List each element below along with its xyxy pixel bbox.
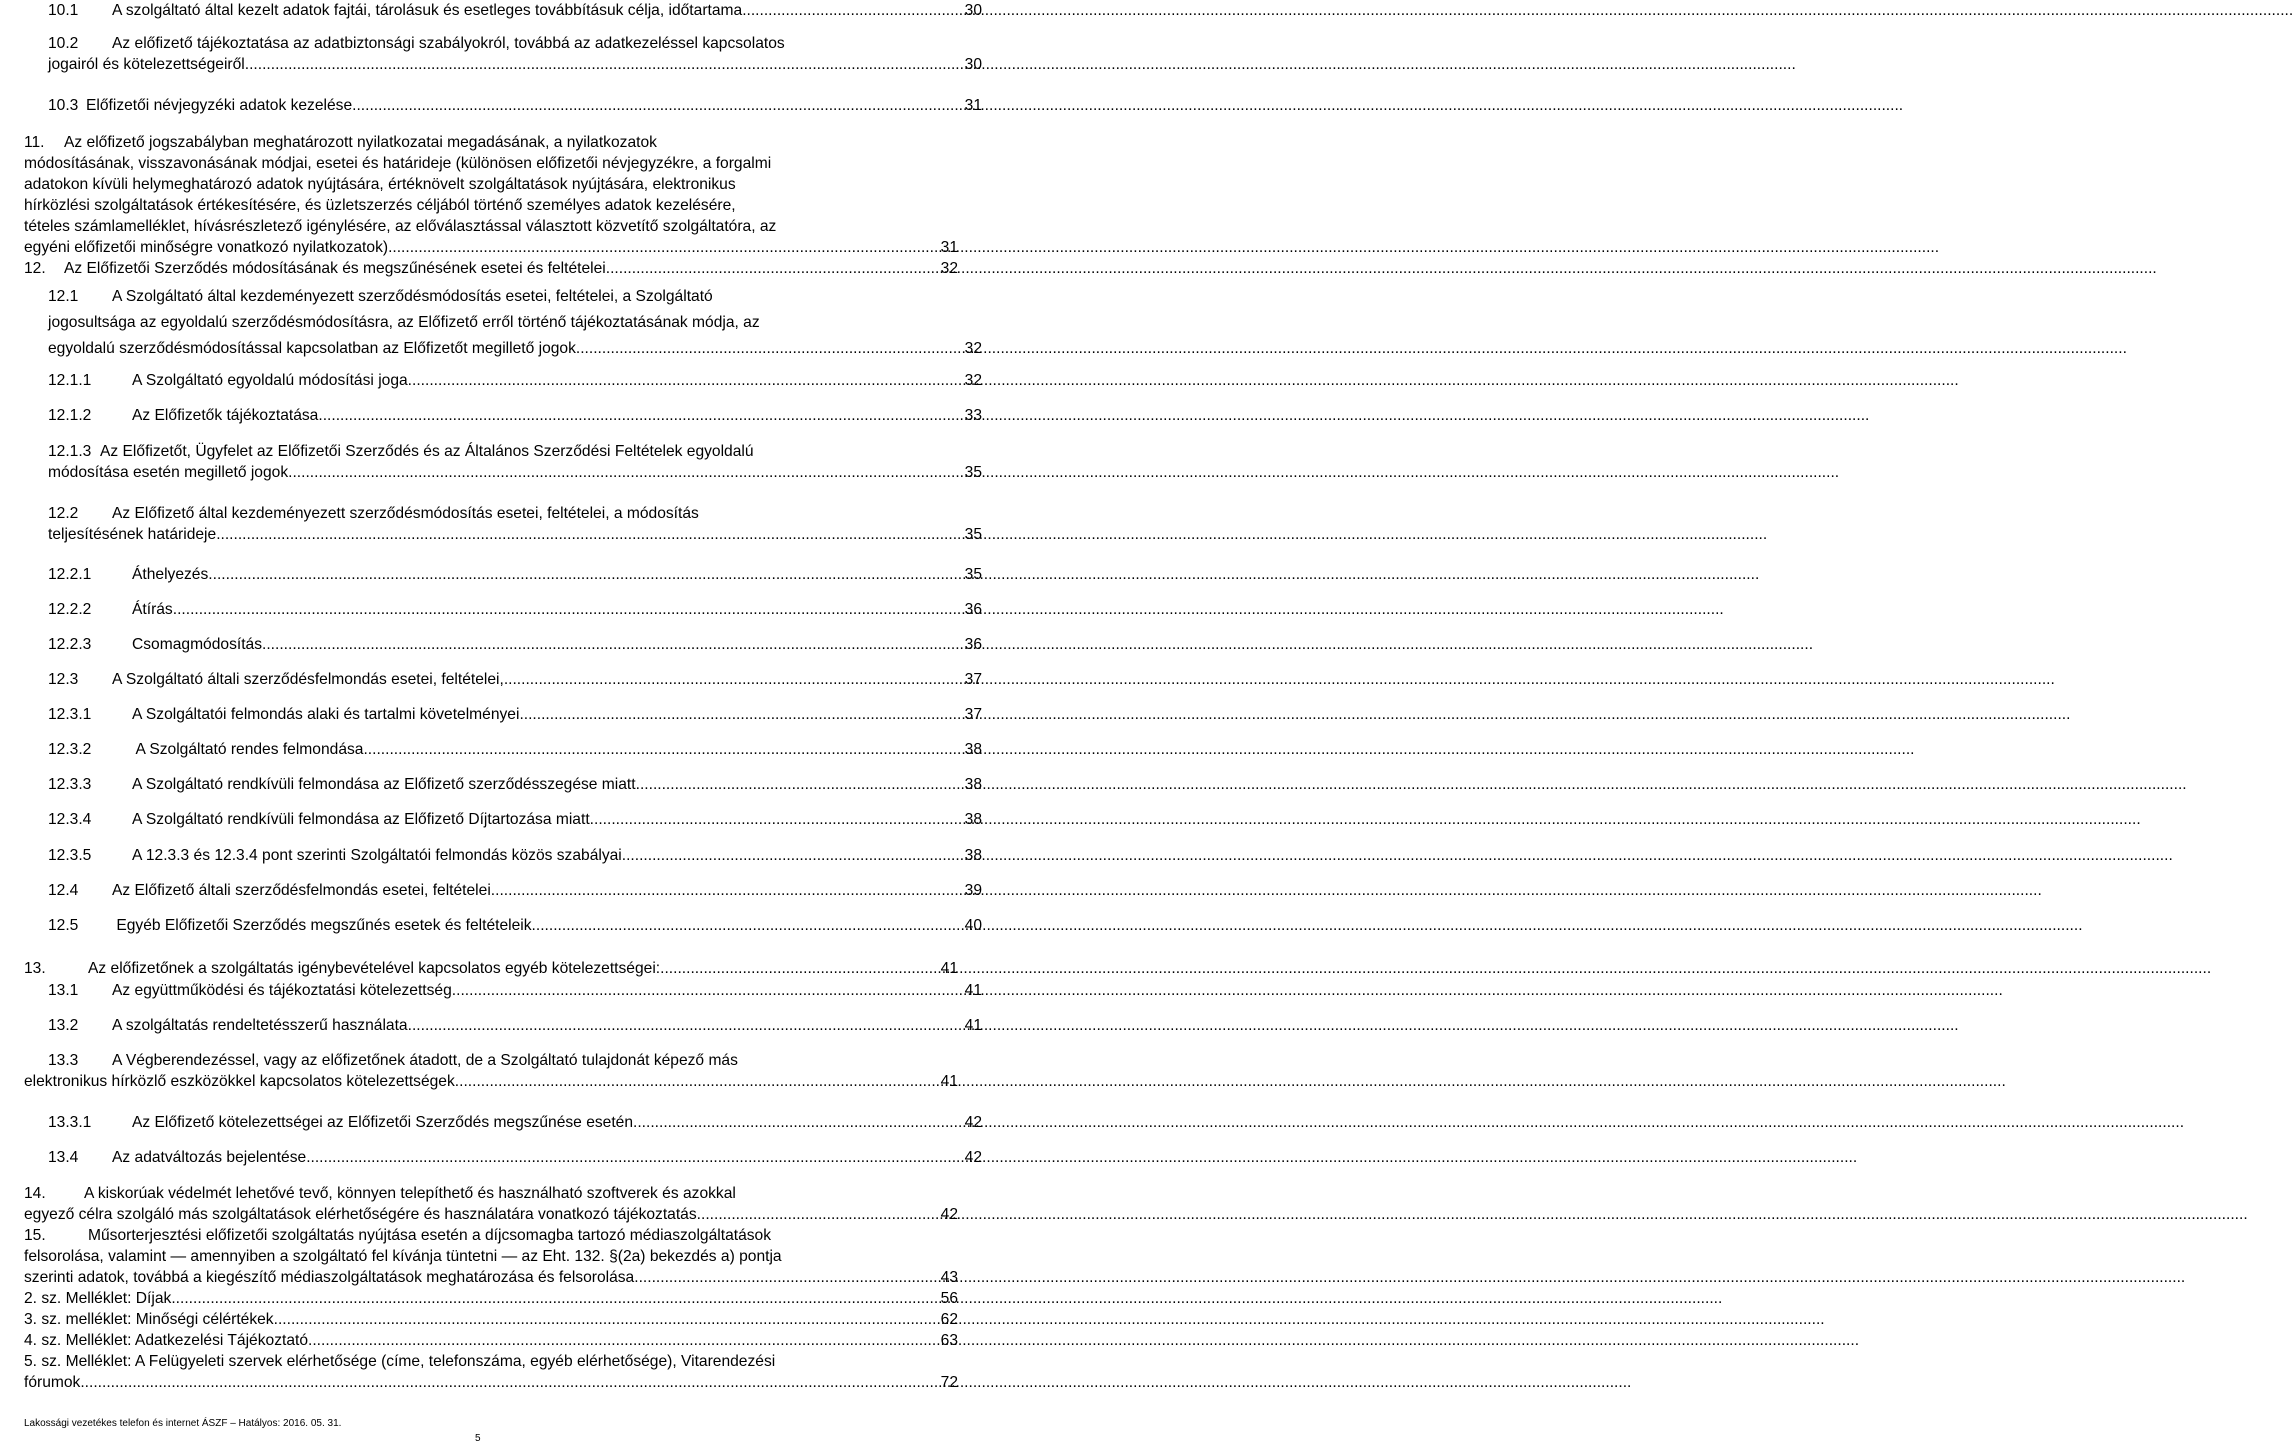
section-title: A Szolgáltató rendes felmondása xyxy=(132,741,364,758)
section-title: Az Előfizetők tájékoztatása xyxy=(132,407,319,424)
section-number: 12.1 xyxy=(48,288,79,305)
page-ref: 30 xyxy=(964,56,982,73)
page-ref: 32 xyxy=(940,260,958,277)
toc-entry-13-1[interactable] xyxy=(24,980,982,1001)
leader-dots xyxy=(388,237,941,258)
section-number: 13. xyxy=(24,960,46,977)
page-ref: 30 xyxy=(964,2,982,19)
toc-entry-10-1[interactable] xyxy=(24,0,982,21)
section-title-line: A kiskorúak védelmét lehetővé tevő, könnyen telepíthető és használható szoftverek és azokkal xyxy=(84,1185,736,1202)
section-number: 15. xyxy=(24,1227,46,1244)
section-title: Csomagmódosítás xyxy=(132,636,263,653)
page-ref: 37 xyxy=(964,671,982,688)
toc-entry-12-2-3[interactable] xyxy=(24,634,982,655)
section-title: Előfizetői névjegyzéki adatok kezelése xyxy=(86,97,353,114)
toc-entry-12-2[interactable] xyxy=(24,503,982,545)
section-number: 12.1.3 xyxy=(48,443,92,460)
page-ref: 38 xyxy=(964,741,982,758)
page-ref: 38 xyxy=(964,811,982,828)
section-title: Az Előfizető általi szerződésfelmondás esetei, feltételei xyxy=(112,882,491,899)
leader-dots xyxy=(274,1309,941,1330)
leader-dots xyxy=(697,1204,941,1225)
section-number: 10.1 xyxy=(48,2,79,19)
leader-dots xyxy=(455,1071,941,1092)
section-title: A 12.3.3 és 12.3.4 pont szerinti Szolgáltatói felmondás közös szabályai xyxy=(132,847,622,864)
section-number: 12. xyxy=(24,260,46,277)
page-ref: 41 xyxy=(940,1073,958,1090)
toc-entry-13-4[interactable] xyxy=(24,1147,982,1168)
section-number: 12.2.3 xyxy=(48,636,92,653)
page-ref: 63 xyxy=(940,1332,958,1349)
page-ref: 43 xyxy=(940,1269,958,1286)
toc-entry-12-3[interactable] xyxy=(24,669,982,690)
section-title: 4. sz. Melléklet: Adatkezelési Tájékoztató xyxy=(24,1332,309,1349)
leader-dots xyxy=(622,845,965,866)
section-title: egyoldalú szerződésmódosítással kapcsolatban az Előfizetőt megillető jogok xyxy=(48,340,576,357)
leader-dots xyxy=(634,1267,940,1288)
leader-dots xyxy=(576,336,965,362)
section-number: 12.3.4 xyxy=(48,811,92,828)
toc-entry-12-3-4[interactable] xyxy=(24,809,982,830)
section-number: 12.3 xyxy=(48,671,79,688)
section-title-line: A Szolgáltató által kezdeményezett szerződésmódosítás esetei, feltételei, a Szolgáltató xyxy=(112,288,713,305)
toc-entry-12-3-3[interactable] xyxy=(24,774,982,795)
section-number: 14. xyxy=(24,1185,46,1202)
leader-dots xyxy=(288,462,965,483)
page-ref: 41 xyxy=(940,960,958,977)
toc-entry-12-1-3[interactable] xyxy=(24,441,982,483)
section-title: módosítása esetén megillető jogok xyxy=(48,464,289,481)
section-title: egyező célra szolgáló más szolgáltatások elérhetőségére és használatára vonatkozó tájékoztatás xyxy=(24,1206,697,1223)
toc-entry-13-3-1[interactable] xyxy=(24,1112,982,1133)
section-title: 2. sz. Melléklet: Díjak xyxy=(24,1290,172,1307)
toc-entry-13-2[interactable] xyxy=(24,1015,982,1036)
page-ref: 62 xyxy=(940,1311,958,1328)
section-number: 13.3 xyxy=(48,1052,79,1069)
section-number: 12.4 xyxy=(48,882,79,899)
section-title: egyéni előfizetői minőségre vonatkozó nyilatkozatok) xyxy=(24,239,389,256)
page-ref: 38 xyxy=(964,847,982,864)
leader-dots xyxy=(504,669,965,690)
page-ref: 72 xyxy=(940,1374,958,1391)
section-title: Az adatváltozás bejelentése xyxy=(112,1149,307,1166)
leader-dots xyxy=(80,1372,940,1393)
section-title: A szolgáltatás rendeltetésszerű használata xyxy=(112,1017,408,1034)
page-ref: 41 xyxy=(964,982,982,999)
leader-dots xyxy=(660,958,941,979)
section-title: Az Előfizető kötelezettségei az Előfizetői Szerződés megszűnése esetén xyxy=(132,1114,634,1131)
section-title: Az Előfizetői Szerződés módosításának és megszűnésének esetei és feltételei xyxy=(64,260,606,277)
toc-entry-12-3-2[interactable] xyxy=(24,739,982,760)
toc-entry-12-2-1[interactable] xyxy=(24,564,982,585)
toc-entry-appendix-5[interactable] xyxy=(24,1351,958,1393)
section-number: 13.4 xyxy=(48,1149,79,1166)
page-ref: 37 xyxy=(964,706,982,723)
section-title-line: adatokon kívüli helymeghatározó adatok nyújtására, értéknövelt szolgáltatások nyújtására, elektronikus xyxy=(24,176,736,193)
section-title-line: hírközlési szolgáltatások értékesítésére, és üzletszerzés céljából történő személyes adatok kezelésére, xyxy=(24,197,736,214)
toc-entry-12[interactable] xyxy=(24,258,958,279)
section-title: Egyéb Előfizetői Szerződés megszűnés esetek és feltételeik xyxy=(112,917,532,934)
toc-entry-13-3[interactable] xyxy=(24,1050,958,1092)
section-number: 13.3.1 xyxy=(48,1114,92,1131)
page-footer: Lakossági vezetékes telefon és internet ÁSZF – Hatályos: 2016. 05. 31. xyxy=(24,1418,342,1429)
leader-dots xyxy=(742,0,964,21)
section-title: Áthelyezés xyxy=(132,566,209,583)
section-title: A Szolgáltató egyoldalú módosítási joga xyxy=(132,372,408,389)
leader-dots xyxy=(216,524,964,545)
section-title-line: módosításának, visszavonásának módjai, esetei és határideje (különösen előfizetői névjegyzékre, a forgalmi xyxy=(24,155,772,172)
section-title-line: Az előfizető tájékoztatása az adatbiztonsági szabályokról, továbbá az adatkezeléssel kapcsolatos xyxy=(112,35,785,52)
leader-dots xyxy=(452,980,965,1001)
section-title-line: 5. sz. Melléklet: A Felügyeleti szervek elérhetősége (címe, telefonszáma, egyéb elérhetősége), Vitarendezési xyxy=(24,1353,776,1370)
leader-dots xyxy=(408,1015,965,1036)
toc-entry-10-3[interactable] xyxy=(24,95,982,116)
section-title-line: Az Előfizetőt, Ügyfelet az Előfizetői Szerződés és az Általános Szerződési Feltételek egyoldalú xyxy=(100,443,754,460)
page-ref: 42 xyxy=(964,1114,982,1131)
toc-entry-appendix-4[interactable] xyxy=(24,1330,958,1351)
section-title: teljesítésének határideje xyxy=(48,526,217,543)
section-number: 13.1 xyxy=(48,982,79,999)
page-ref: 32 xyxy=(964,340,982,357)
leader-dots xyxy=(491,880,965,901)
page-ref: 42 xyxy=(964,1149,982,1166)
section-title: fórumok xyxy=(24,1374,81,1391)
leader-dots xyxy=(308,1330,941,1351)
section-title: Az előfizetőnek a szolgáltatás igénybevételével kapcsolatos egyéb kötelezettségei: xyxy=(88,960,661,977)
leader-dots xyxy=(318,405,964,426)
section-title-line: felsorolása, valamint — amennyiben a szolgáltató fel kívánja tüntetni — az Eht. 132. §(2a) bekezdés a) pontja xyxy=(24,1248,782,1265)
toc-entry-11[interactable] xyxy=(24,132,958,258)
toc-entry-appendix-3[interactable] xyxy=(24,1309,958,1330)
leader-dots xyxy=(519,704,964,725)
page-ref: 41 xyxy=(964,1017,982,1034)
leader-dots xyxy=(363,739,964,760)
page-ref: 32 xyxy=(964,372,982,389)
section-number: 12.1.2 xyxy=(48,407,92,424)
section-number: 12.2.2 xyxy=(48,601,92,618)
section-title: A Szolgáltató rendkívüli felmondása az Előfizető szerződésszegése miatt xyxy=(132,776,636,793)
page-ref: 35 xyxy=(964,566,982,583)
section-title-line: Az Előfizető által kezdeményezett szerződésmódosítás esetei, feltételei, a módosítás xyxy=(112,505,699,522)
section-number: 12.3.2 xyxy=(48,741,92,758)
section-title: A Szolgáltató általi szerződésfelmondás esetei, feltételei, xyxy=(112,671,504,688)
section-number: 12.5 xyxy=(48,917,79,934)
leader-dots xyxy=(408,370,965,391)
page-ref: 56 xyxy=(940,1290,958,1307)
toc-entry-12-5[interactable] xyxy=(24,915,982,936)
leader-dots xyxy=(352,95,965,116)
toc-entry-15[interactable] xyxy=(24,1225,958,1288)
leader-dots xyxy=(636,774,965,795)
leader-dots xyxy=(532,915,965,936)
section-title-line: jogosultsága az egyoldalú szerződésmódosításra, az Előfizető erről történő tájékoztatásának módja, az xyxy=(48,314,760,331)
page-ref: 33 xyxy=(964,407,982,424)
section-number: 12.3.5 xyxy=(48,847,92,864)
page-ref: 35 xyxy=(964,526,982,543)
section-title: 3. sz. melléklet: Minőségi célértékek xyxy=(24,1311,274,1328)
section-title: Átírás xyxy=(132,601,173,618)
section-number: 12.3.1 xyxy=(48,706,92,723)
page-ref: 35 xyxy=(964,464,982,481)
section-title: Az együttműködési és tájékoztatási kötelezettség xyxy=(112,982,452,999)
toc-entry-12-1[interactable] xyxy=(24,284,982,362)
page-ref: 36 xyxy=(964,601,982,618)
toc-entry-appendix-2[interactable] xyxy=(24,1288,958,1309)
section-number: 12.2 xyxy=(48,505,79,522)
section-number: 11. xyxy=(24,134,45,151)
section-number: 10.2 xyxy=(48,35,79,52)
section-title-line: tételes számlamelléklet, hívásrészletező igénylésére, az előválasztással választott közvetítő szolgáltatóra, az xyxy=(24,218,777,235)
toc-entry-10-2[interactable] xyxy=(24,33,982,75)
page-ref: 40 xyxy=(964,917,982,934)
section-number: 13.2 xyxy=(48,1017,79,1034)
section-number: 12.3.3 xyxy=(48,776,92,793)
section-number: 10.3 xyxy=(48,97,79,114)
toc-entry-12-1-1[interactable] xyxy=(24,370,982,391)
toc-entry-12-3-5[interactable] xyxy=(24,845,982,866)
toc-entry-13[interactable] xyxy=(24,958,958,979)
leader-dots xyxy=(171,1288,940,1309)
toc-entry-12-1-2[interactable] xyxy=(24,405,982,426)
leader-dots xyxy=(262,634,965,655)
toc-entry-12-3-1[interactable] xyxy=(24,704,982,725)
page-ref: 39 xyxy=(964,882,982,899)
leader-dots xyxy=(590,809,965,830)
section-title: A Szolgáltatói felmondás alaki és tartalmi követelményei xyxy=(132,706,520,723)
section-title: A szolgáltató által kezelt adatok fajtái, tárolásuk és esetleges továbbításuk célja, időtartama xyxy=(112,2,743,19)
section-title-line: A Végberendezéssel, vagy az előfizetőnek átadott, de a Szolgáltató tulajdonát képező más xyxy=(112,1052,738,1069)
leader-dots xyxy=(245,54,965,75)
page-ref: 31 xyxy=(964,97,982,114)
toc-entry-12-2-2[interactable] xyxy=(24,599,982,620)
page-ref: 38 xyxy=(964,776,982,793)
section-title: elektronikus hírközlő eszközökkel kapcsolatos kötelezettségek xyxy=(24,1073,455,1090)
section-title-line: Az előfizető jogszabályban meghatározott nyilatkozatai megadásának, a nyilatkozatok xyxy=(64,134,657,151)
page-number: 5 xyxy=(475,1433,481,1444)
toc-entry-14[interactable] xyxy=(24,1183,958,1225)
page-ref: 36 xyxy=(964,636,982,653)
leader-dots xyxy=(208,564,964,585)
leader-dots xyxy=(306,1147,964,1168)
toc-entry-12-4[interactable] xyxy=(24,880,982,901)
section-number: 12.2.1 xyxy=(48,566,92,583)
page-ref: 42 xyxy=(940,1206,958,1223)
section-title: jogairól és kötelezettségeiről xyxy=(48,56,245,73)
leader-dots xyxy=(633,1112,965,1133)
section-title-line: Műsorterjesztési előfizetői szolgáltatás nyújtása esetén a díjcsomagba tartozó médiaszolgáltatások xyxy=(88,1227,772,1244)
page-ref: 31 xyxy=(940,239,958,256)
section-title: szerinti adatok, továbbá a kiegészítő médiaszolgáltatások meghatározása és felsorolása xyxy=(24,1269,635,1286)
section-number: 12.1.1 xyxy=(48,372,92,389)
leader-dots xyxy=(606,258,941,279)
section-title: A Szolgáltató rendkívüli felmondása az Előfizető Díjtartozása miatt xyxy=(132,811,590,828)
leader-dots xyxy=(173,599,965,620)
